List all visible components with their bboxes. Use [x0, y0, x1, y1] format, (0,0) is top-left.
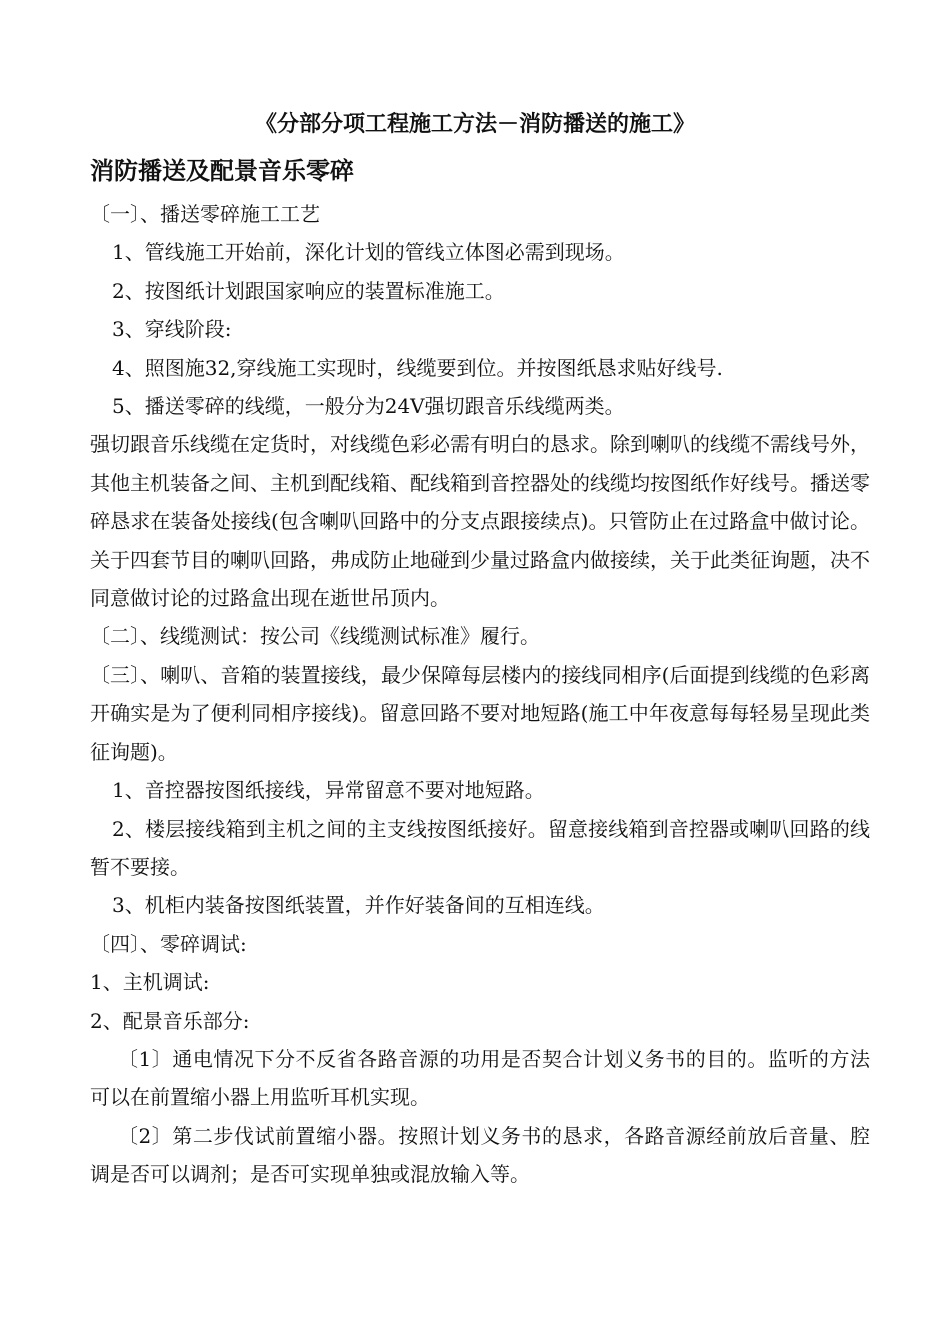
paragraph-item: 2、按图纸计划跟国家响应的装置标准施工。	[112, 278, 505, 303]
paragraph-item: 1、主机调试:	[90, 970, 210, 995]
paragraph-section-four: 〔四〕、零碎调试:	[90, 931, 247, 956]
paragraph-item: 3、机柜内装备按图纸装置，并作好装备间的互相连线。	[112, 893, 605, 918]
paragraph-item: 4、照图施32,穿线施工实现时，线缆要到位。并按图纸恳求贴好线号.	[112, 355, 723, 380]
paragraph-body: 强切跟音乐线缆在定货时，对线缆色彩必需有明白的恳求。除到喇叭的线缆不需线号外，其他主机装备之间、主机到配线箱、配线箱到音控器处的线缆均按图纸作好线号。播送零碎恳求在装备处接线(包含喇叭回路中的分支点跟接续点)。只管防止在过路盒中做讨论。关于四套节目的喇叭回路，弗成防止地碰到少量过路盒内做接续，关于此类征询题，决不同意做讨论的过路盒出现在逝世吊顶内。	[90, 432, 870, 611]
paragraph-subitem: 〔2〕第二步伐试前置缩小器。按照计划义务书的恳求，各路音源经前放后音量、腔调是否可以调剂；是否可实现单独或混放输入等。	[90, 1123, 870, 1187]
paragraph-section-two: 〔二〕、线缆测试：按公司《线缆测试标准》履行。	[90, 624, 540, 649]
paragraph-subitem: 〔1〕通电情况下分不反省各路音源的功用是否契合计划义务书的目的。监听的方法可以在前置缩小器上用监听耳机实现。	[90, 1046, 870, 1110]
paragraph-section-three: 〔三〕、喇叭、音箱的装置接线，最少保障每层楼内的接线同相序(后面提到线缆的色彩离开确实是为了便利同相序接线)。留意回路不要对地短路(施工中年夜意每每轻易呈现此类征询题)。	[90, 662, 870, 764]
paragraph-item: 1、管线施工开始前，深化计划的管线立体图必需到现场。	[112, 240, 625, 265]
paragraph-item: 1、音控器按图纸接线，异常留意不要对地短路。	[112, 778, 545, 803]
document-body	[90, 195, 870, 1194]
paragraph-item: 3、穿线阶段:	[112, 317, 232, 342]
paragraph-section-one: 〔一〕、播送零碎施工工艺	[90, 202, 320, 226]
paragraph-item: 5、播送零碎的线缆，一般分为24V强切跟音乐线缆两类。	[112, 394, 625, 419]
paragraph-item: 2、楼层接线箱到主机之间的主支线按图纸接好。留意接线箱到音控器或喇叭回路的线暂不要接。	[90, 816, 870, 879]
paragraph-item: 2、配景音乐部分:	[90, 1008, 250, 1033]
document-title: 《分部分项工程施工方法－消防播送的施工》	[254, 111, 695, 137]
section-heading: 消防播送及配景音乐零碎	[90, 156, 354, 185]
